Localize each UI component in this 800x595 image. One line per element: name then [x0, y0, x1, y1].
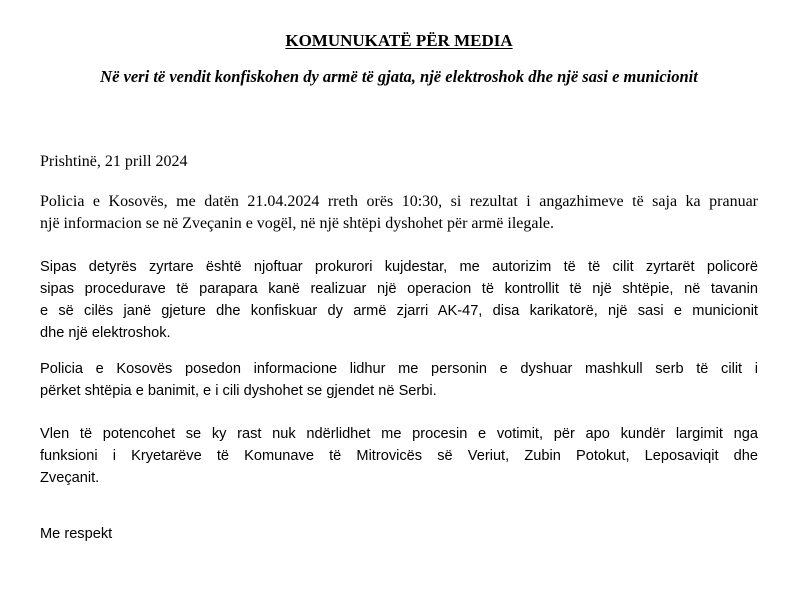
paragraph-line: Policia e Kosovës posedon informacione lidhur me personin e dyshuar mashkull serb të cilit i: [40, 361, 758, 377]
press-release-page: [40, 0, 758, 595]
paragraph-line: përket shtëpia e banimit, e i cili dyshohet se gjendet në Serbi.: [40, 383, 437, 399]
paragraph-3: [40, 358, 758, 402]
paragraph-line: Vlen të potencohet se ky rast nuk ndërlidhet me procesin e votimit, për apo kundër largimit nga: [40, 426, 758, 442]
paragraph-line: dhe një elektroshok.: [40, 325, 171, 341]
paragraph-line: Zveçanit.: [40, 470, 100, 486]
paragraph-line: sipas procedurave të parapara kanë realizuar një operacion të kontrollit të një shtëpie, në tavanin: [40, 281, 758, 297]
paragraph-line: e së cilës janë gjeture dhe konfiskuar dy armë zjarri AK-47, disa karikatorë, një sasi e municionit: [40, 303, 758, 319]
paragraph-line: Sipas detyrës zyrtare është njoftuar prokurori kujdestar, me autorizim të të cilit zyrtarët policorë: [40, 259, 758, 275]
paragraph-2: [40, 256, 758, 344]
paragraph-line: funksioni i Kryetarëve të Komunave të Mitrovicës së Veriut, Zubin Potokut, Leposaviqit dhe: [40, 448, 758, 464]
paragraph-1: [40, 191, 758, 235]
paragraph-line: Policia e Kosovës, me datën 21.04.2024 rreth orës 10:30, si rezultat i angazhimeve të saja ka pranuar: [40, 193, 758, 210]
paragraph-4: [40, 423, 758, 489]
document-title: KOMUNUKATË PËR MEDIA: [285, 31, 513, 50]
closing-salutation: Me respekt: [40, 526, 113, 542]
paragraph-line: një informacion se në Zveçanin e vogël, në një shtëpi dyshohet për armë ilegale.: [40, 215, 555, 232]
document-subtitle: Në veri të vendit konfiskohen dy armë të gjata, një elektroshok dhe një sasi e municionit: [100, 67, 698, 86]
place-date: Prishtinë, 21 prill 2024: [40, 153, 188, 170]
